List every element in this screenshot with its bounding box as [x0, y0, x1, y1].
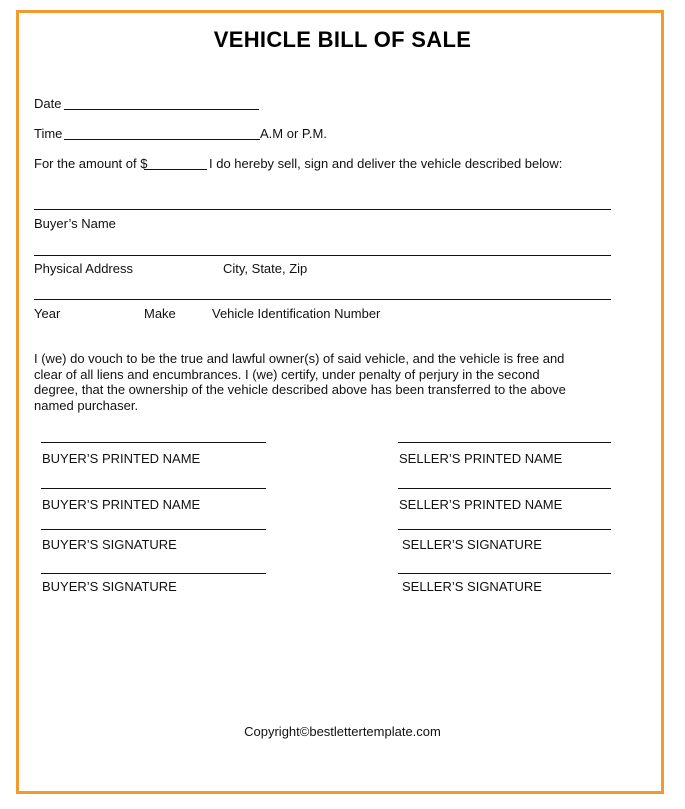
seller-signature-label-1: SELLER’S SIGNATURE: [402, 537, 542, 552]
seller-signature-line-2[interactable]: [398, 573, 611, 574]
seller-printed-name-label-2: SELLER’S PRINTED NAME: [399, 497, 563, 512]
date-field-line[interactable]: [64, 109, 259, 110]
address-line[interactable]: [34, 255, 611, 256]
seller-signature-label-2: SELLER’S SIGNATURE: [402, 579, 542, 594]
buyer-printed-name-label-1: BUYER’S PRINTED NAME: [42, 451, 201, 466]
time-field-line[interactable]: [64, 139, 260, 140]
buyers-name-label: Buyer’s Name: [34, 216, 116, 231]
seller-printed-name-line-1[interactable]: [398, 442, 611, 443]
buyer-name-line[interactable]: [34, 209, 611, 210]
city-state-zip-label: City, State, Zip: [223, 261, 308, 276]
buyer-signature-line-1[interactable]: [41, 529, 266, 530]
buyer-printed-name-label-2: BUYER’S PRINTED NAME: [42, 497, 201, 512]
make-label: Make: [144, 306, 176, 321]
seller-printed-name-line-2[interactable]: [398, 488, 611, 489]
time-label: Time: [34, 126, 63, 141]
amount-statement: I do hereby sell, sign and deliver the vehicle described below:: [209, 156, 563, 171]
document-title: VEHICLE BILL OF SALE: [213, 27, 472, 52]
time-am-pm-label: A.M or P.M.: [260, 126, 327, 141]
copyright-footer: Copyright©bestlettertemplate.com: [244, 724, 441, 739]
buyer-signature-line-2[interactable]: [41, 573, 266, 574]
year-label: Year: [34, 306, 61, 321]
amount-field-line[interactable]: [144, 169, 207, 170]
buyer-signature-label-1: BUYER’S SIGNATURE: [42, 537, 177, 552]
buyer-printed-name-line-1[interactable]: [41, 442, 266, 443]
physical-address-label: Physical Address: [34, 261, 133, 276]
seller-printed-name-label-1: SELLER’S PRINTED NAME: [399, 451, 563, 466]
date-label: Date: [34, 96, 62, 111]
certification-paragraph: I (we) do vouch to be the true and lawful owner(s) of said vehicle, and the vehicle is free and clear of all liens and encumbrances. I (we) certify, under penalty of perjury in the second degree, that the ownership of the vehicle described above has been transferred to the above named purchaser.: [34, 351, 566, 413]
seller-signature-line-1[interactable]: [398, 529, 611, 530]
buyer-signature-label-2: BUYER’S SIGNATURE: [42, 579, 177, 594]
buyer-printed-name-line-2[interactable]: [41, 488, 266, 489]
amount-label: For the amount of $: [34, 156, 148, 171]
vin-label: Vehicle Identification Number: [212, 306, 381, 321]
vehicle-info-line[interactable]: [34, 299, 611, 300]
